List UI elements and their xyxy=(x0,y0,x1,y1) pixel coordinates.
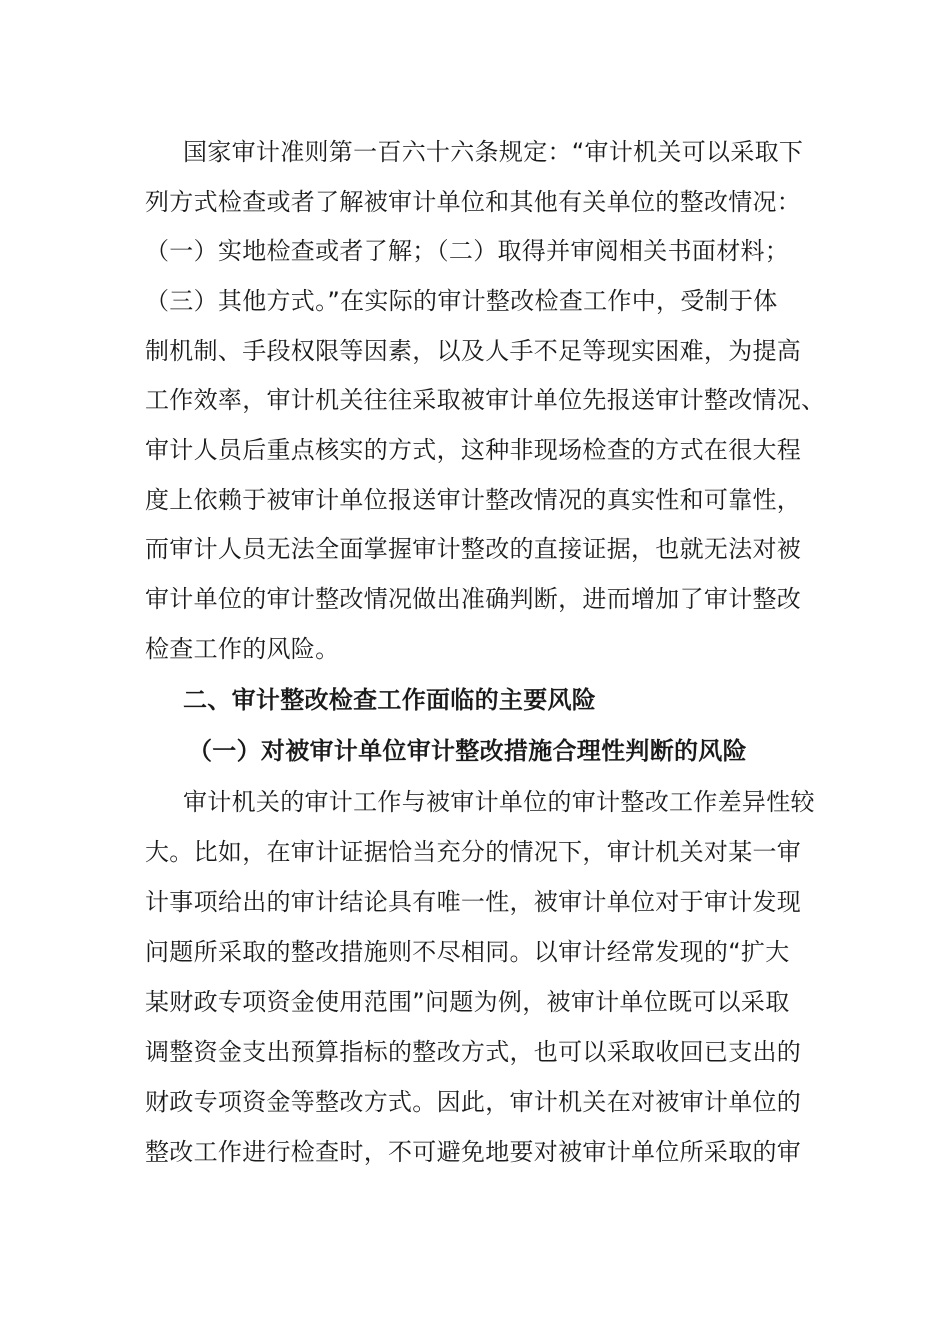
paragraph-1-line-4: （三）其他方式。”在实际的审计整改检查工作中，受制于体 xyxy=(145,287,778,315)
paragraph-1-line-7: 审计人员后重点核实的方式，这种非现场检查的方式在很大程 xyxy=(145,436,802,464)
paragraph-1-line-9: 而审计人员无法全面掌握审计整改的直接证据，也就无法对被 xyxy=(145,535,802,563)
paragraph-2-line-1: 审计机关的审计工作与被审计单位的审计整改工作差异性较 xyxy=(183,788,815,816)
paragraph-1-line-6: 工作效率，审计机关往往采取被审计单位先报送审计整改情况、 xyxy=(145,386,826,414)
paragraph-1-line-3: （一）实地检查或者了解；（二）取得并审阅相关书面材料； xyxy=(145,237,790,265)
paragraph-1-line-1: 国家审计准则第一百六十六条规定：“审计机关可以采取下 xyxy=(183,138,804,166)
paragraph-1-line-2: 列方式检查或者了解被审计单位和其他有关单位的整改情况： xyxy=(145,188,802,216)
paragraph-1-line-5: 制机制、手段权限等因素，以及人手不足等现实困难，为提高 xyxy=(145,337,802,365)
paragraph-1-line-10: 审计单位的审计整改情况做出准确判断，进而增加了审计整改 xyxy=(145,585,802,613)
paragraph-2-line-3: 计事项给出的审计结论具有唯一性，被审计单位对于审计发现 xyxy=(145,888,802,916)
paragraph-1-line-8: 度上依赖于被审计单位报送审计整改情况的真实性和可靠性， xyxy=(145,486,802,514)
subsection-heading: （一）对被审计单位审计整改措施合理性判断的风险 xyxy=(188,737,747,765)
paragraph-1-line-11: 检查工作的风险。 xyxy=(145,635,340,663)
paragraph-2-line-2: 大。比如，在审计证据恰当充分的情况下，审计机关对某一审 xyxy=(145,838,802,866)
paragraph-2-line-8: 整改工作进行检查时，不可避免地要对被审计单位所采取的审 xyxy=(145,1138,802,1166)
paragraph-2-line-4: 问题所采取的整改措施则不尽相同。以审计经常发现的“扩大 xyxy=(145,938,790,966)
paragraph-2-line-6: 调整资金支出预算指标的整改方式，也可以采取收回已支出的 xyxy=(145,1038,802,1066)
section-heading: 二、审计整改检查工作面临的主要风险 xyxy=(183,686,597,714)
paragraph-2-line-5: 某财政专项资金使用范围”问题为例，被审计单位既可以采取 xyxy=(145,988,790,1016)
paragraph-2-line-7: 财政专项资金等整改方式。因此，审计机关在对被审计单位的 xyxy=(145,1088,802,1116)
